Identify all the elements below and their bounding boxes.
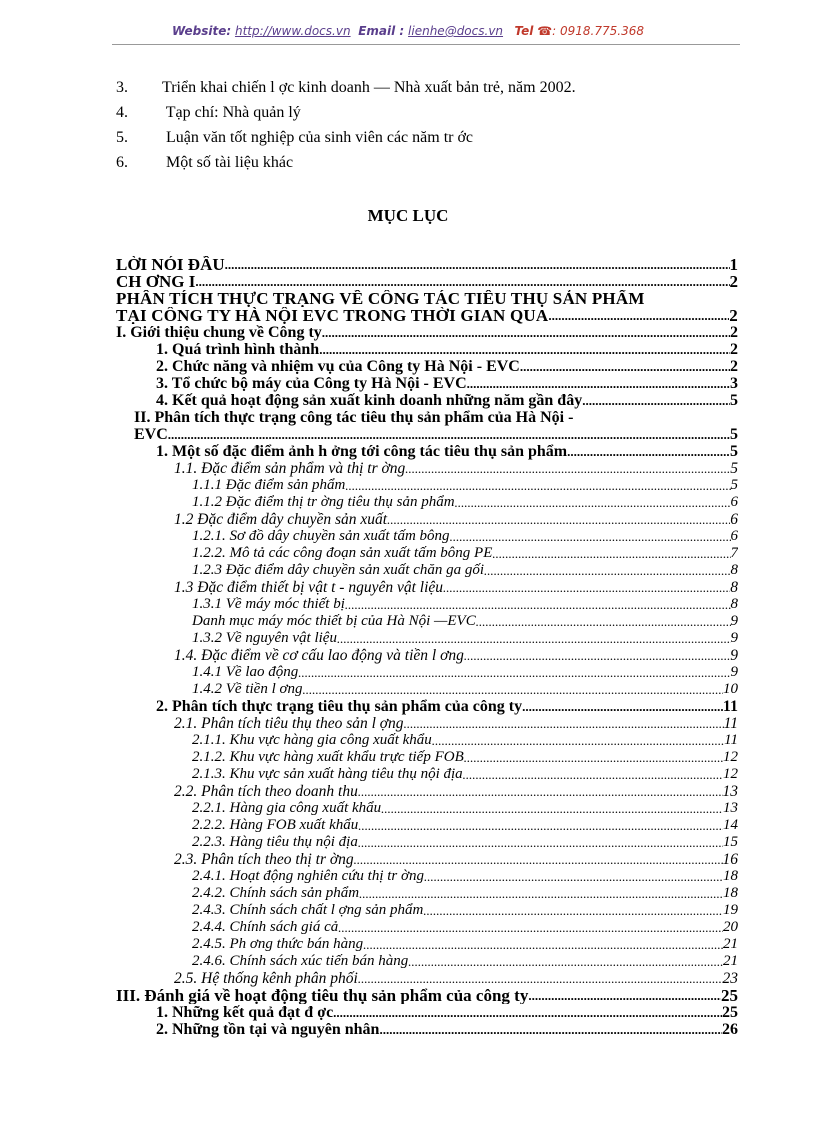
toc-entry[interactable]: 1.3.1 Về máy móc thiết bị ..... 8	[116, 596, 738, 613]
phone-icon: ☎	[537, 24, 553, 38]
toc-entry[interactable]: 2.4.1. Hoạt động nghiên cứu thị tr ờng ..... 18	[116, 868, 738, 885]
tel-label: Tel	[514, 24, 534, 38]
toc-entry[interactable]: II. Phân tích thực trạng công tác tiêu thụ sản phẩm của Hà Nội -	[134, 409, 574, 426]
header-divider	[112, 44, 740, 45]
toc-entry[interactable]: 2.3. Phân tích theo thị tr ờng ..... 16	[116, 851, 738, 868]
reference-item: 3. Triển khai chiến l ợc kinh doanh — Nhà xuất bản trẻ, năm 2002.	[116, 79, 576, 96]
toc-entry[interactable]: 2.4.4. Chính sách giá cả ..... 20	[116, 919, 738, 936]
email-link[interactable]: lienhe@docs.vn	[408, 24, 504, 38]
toc-entry[interactable]: 1.1. Đặc điểm sản phẩm và thị tr ờng ..... 5	[116, 460, 738, 477]
toc-entry[interactable]: 2.4.3. Chính sách chất l ợng sản phẩm ..... 19	[116, 902, 738, 919]
toc-entry[interactable]: 2. Những tồn tại và nguyên nhân ..... 26	[116, 1021, 738, 1038]
toc-entry[interactable]: 1.2 Đặc điểm dây chuyền sản xuất ..... 6	[116, 511, 738, 528]
toc-entry[interactable]: 2.5. Hệ thống kênh phân phối ..... 23	[116, 970, 738, 987]
toc-entry[interactable]: 2.2.2. Hàng FOB xuất khẩu ..... 14	[116, 817, 738, 834]
toc-entry[interactable]: 2.1.3. Khu vực sản xuất hàng tiêu thụ nội địa ..... 12	[116, 766, 738, 783]
toc-entry[interactable]: 1.3 Đặc điểm thiết bị vật t - nguyên vật liệu ..... 8	[116, 579, 738, 596]
table-of-contents	[116, 256, 738, 1038]
email-label: Email :	[358, 24, 405, 38]
page-header	[0, 24, 816, 38]
toc-entry[interactable]: 2.4.2. Chính sách sản phẩm ..... 18	[116, 885, 738, 902]
toc-entry[interactable]: 1.4. Đặc điểm về cơ cấu lao động và tiền l ơng ..... 9	[116, 647, 738, 664]
toc-entry[interactable]: 2.2.3. Hàng tiêu thụ nội địa ..... 15	[116, 834, 738, 851]
toc-entry[interactable]: 4. Kết quả hoạt động sản xuất kinh doanh những năm gần đây ..... 5	[116, 392, 738, 409]
toc-entry[interactable]: 1.4.1 Về lao động ..... 9	[116, 664, 738, 681]
toc-entry[interactable]: 1.2.2. Mô tả các công đoạn sản xuất tấm bông PE ..... 7	[116, 545, 738, 562]
toc-entry[interactable]: III. Đánh giá về hoạt động tiêu thụ sản phẩm của công ty ..... 25	[116, 987, 738, 1004]
toc-entry[interactable]: LỜI NÓI ĐẦU ..... 1	[116, 256, 738, 273]
toc-entry[interactable]: 2.1. Phân tích tiêu thụ theo sản l ợng ..... 11	[116, 715, 738, 732]
toc-entry[interactable]: 2. Phân tích thực trạng tiêu thụ sản phẩm của công ty ..... 11	[116, 698, 738, 715]
toc-entry[interactable]: 1. Những kết quả đạt đ ợc ..... 25	[116, 1004, 738, 1021]
reference-item: 6. Một số tài liệu khác	[116, 154, 294, 171]
toc-entry[interactable]: 2.1.1. Khu vực hàng gia công xuất khẩu ..... 11	[116, 732, 738, 749]
toc-entry[interactable]: Danh mục máy móc thiết bị của Hà Nội —EVC ..... 9	[116, 613, 738, 630]
reference-item: 5. Luận văn tốt nghiệp của sinh viên các năm tr ớc	[116, 129, 474, 146]
toc-entry[interactable]: 1.3.2 Về nguyên vật liệu ..... 9	[116, 630, 738, 647]
reference-item: 4. Tạp chí: Nhà quản lý	[116, 104, 301, 121]
toc-entry[interactable]: 1.1.1 Đặc điểm sản phẩm ..... 5	[116, 477, 738, 494]
toc-title: MỤC LỤC	[367, 206, 449, 225]
toc-entry[interactable]: 2. Chức năng và nhiệm vụ của Công ty Hà Nội - EVC ..... 2	[116, 358, 738, 375]
website-label: Website:	[172, 24, 232, 38]
toc-entry[interactable]: 2.2.1. Hàng gia công xuất khẩu ..... 13	[116, 800, 738, 817]
toc-entry[interactable]: 1.2.3 Đặc điểm dây chuyền sản xuất chăn ga gối ..... 8	[116, 562, 738, 579]
toc-entry[interactable]: TẠI CÔNG TY HÀ NỘI EVC TRONG THỜI GIAN QUA ..... 2	[116, 307, 738, 324]
toc-entry[interactable]: 2.4.5. Ph ơng thức bán hàng ..... 21	[116, 936, 738, 953]
website-link[interactable]: http://www.docs.vn	[234, 24, 351, 38]
toc-entry[interactable]: EVC ..... 5	[116, 426, 738, 443]
toc-entry[interactable]: 1.4.2 Về tiền l ơng ..... 10	[116, 681, 738, 698]
toc-entry[interactable]: 2.4.6. Chính sách xúc tiến bán hàng ..... 21	[116, 953, 738, 970]
toc-entry[interactable]: 2.2. Phân tích theo doanh thu ..... 13	[116, 783, 738, 800]
toc-entry[interactable]: 1.2.1. Sơ đồ dây chuyền sản xuất tấm bông ..... 6	[116, 528, 738, 545]
phone-number: : 0918.775.368	[552, 24, 644, 38]
toc-entry[interactable]: 2.1.2. Khu vực hàng xuất khẩu trực tiếp FOB ..... 12	[116, 749, 738, 766]
toc-entry[interactable]: 1.1.2 Đặc điểm thị tr ờng tiêu thụ sản phẩm ..... 6	[116, 494, 738, 511]
toc-entry[interactable]: 1. Quá trình hình thành ..... 2	[116, 341, 738, 358]
toc-entry[interactable]: PHÂN TÍCH THỰC TRẠNG VỀ CÔNG TÁC TIÊU THỤ SẢN PHẨM	[116, 290, 645, 307]
toc-entry[interactable]: 1. Một số đặc điểm ảnh h ởng tới công tác tiêu thụ sản phẩm ..... 5	[116, 443, 738, 460]
toc-entry[interactable]: I. Giới thiệu chung về Công ty ..... 2	[116, 324, 738, 341]
toc-entry[interactable]: CH ƠNG I ..... 2	[116, 273, 738, 290]
toc-entry[interactable]: 3. Tổ chức bộ máy của Công ty Hà Nội - EVC ..... 3	[116, 375, 738, 392]
